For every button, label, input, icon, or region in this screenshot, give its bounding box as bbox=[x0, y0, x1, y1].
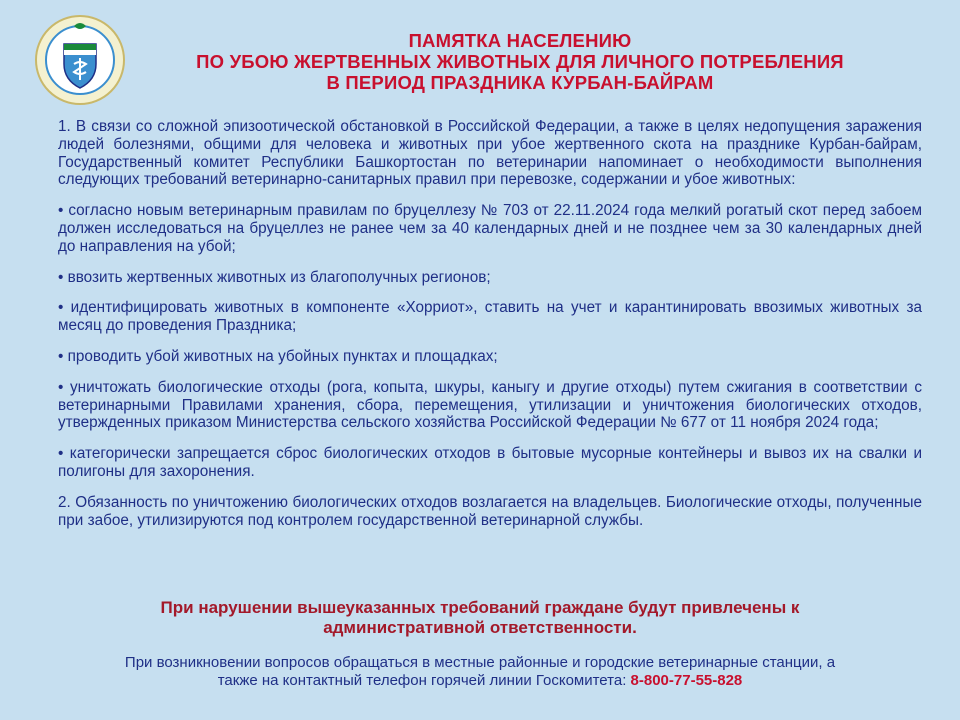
contact-line: также на контактный телефон горячей линии Госкомитета: bbox=[217, 672, 627, 689]
memo-bullet: • уничтожать биологические отходы (рога, копыта, шкуры, каныгу и другие отходы) путем сжигания в соответствии с ветеринарными Правилами хранения, сбора, перемещения, утилизации и уничтожения биологических отходов, утвержденных приказом Министерства сельского хозяйства Российской Федерации № 677 от 11 ноября 2024 года; bbox=[58, 378, 922, 432]
contact-info bbox=[60, 654, 900, 690]
memo-bullet: • проводить убой животных на убойных пунктах и площадках; bbox=[58, 347, 498, 365]
memo-bullet: • ввозить жертвенных животных из благополучных регионов; bbox=[58, 268, 491, 286]
page-title bbox=[130, 30, 910, 93]
memo-bullet: • идентифицировать животных в компоненте «Хорриот», ставить на учет и карантинировать ввозимых животных за месяц до проведения Праздника; bbox=[58, 299, 922, 335]
contact-line: При возникновении вопросов обращаться в местные районные и городские ветеринарные станции, а bbox=[124, 654, 836, 671]
memo-bullet: • согласно новым ветеринарным правилам по бруцеллезу № 703 от 22.11.2024 года мелкий рогатый скот перед забоем должен исследоваться на бруцеллез не ранее чем за 40 календарных дней и не позднее чем за 30 календарных дней до направления на убой; bbox=[58, 202, 922, 255]
memo-paragraph: 1. В связи со сложной эпизоотической обстановкой в Российской Федерации, а также в целях недопущения заражения людей болезнями, общими для человека и животных при убое жертвенного скота на празднике Курбан-байрам, Государственный комитет Республики Башкортостан по ветеринарии напоминает о необходимости выполнения следующих требований ветеринарно-санитарных правил при перевозке, содержании и убое животных: bbox=[58, 118, 922, 189]
warning-line: При нарушении вышеуказанных требований граждане будут привлечены к bbox=[160, 598, 800, 617]
memo-body bbox=[58, 118, 922, 542]
title-line: ПАМЯТКА НАСЕЛЕНИЮ bbox=[408, 30, 632, 51]
veterinary-emblem-logo bbox=[34, 14, 126, 106]
hotline-phone[interactable]: 8-800-77-55-828 bbox=[630, 672, 743, 689]
title-line: В ПЕРИОД ПРАЗДНИКА КУРБАН-БАЙРАМ bbox=[326, 72, 714, 93]
memo-bullet: • категорически запрещается сброс биологических отходов в бытовые мусорные контейнеры и вывоз их на свалки и полигоны для захоронения. bbox=[58, 445, 922, 480]
title-line: ПО УБОЮ ЖЕРТВЕННЫХ ЖИВОТНЫХ ДЛЯ ЛИЧНОГО ПОТРЕБЛЕНИЯ bbox=[196, 51, 844, 72]
memo-paragraph: 2. Обязанность по уничтожению биологических отходов возлагается на владельцев. Биологические отходы, полученные при забое, утилизируются под контролем государственной ветеринарной службы. bbox=[58, 493, 922, 529]
warning-line: административной ответственности. bbox=[323, 618, 637, 637]
emblem-icon bbox=[34, 14, 126, 106]
liability-warning bbox=[60, 598, 900, 638]
